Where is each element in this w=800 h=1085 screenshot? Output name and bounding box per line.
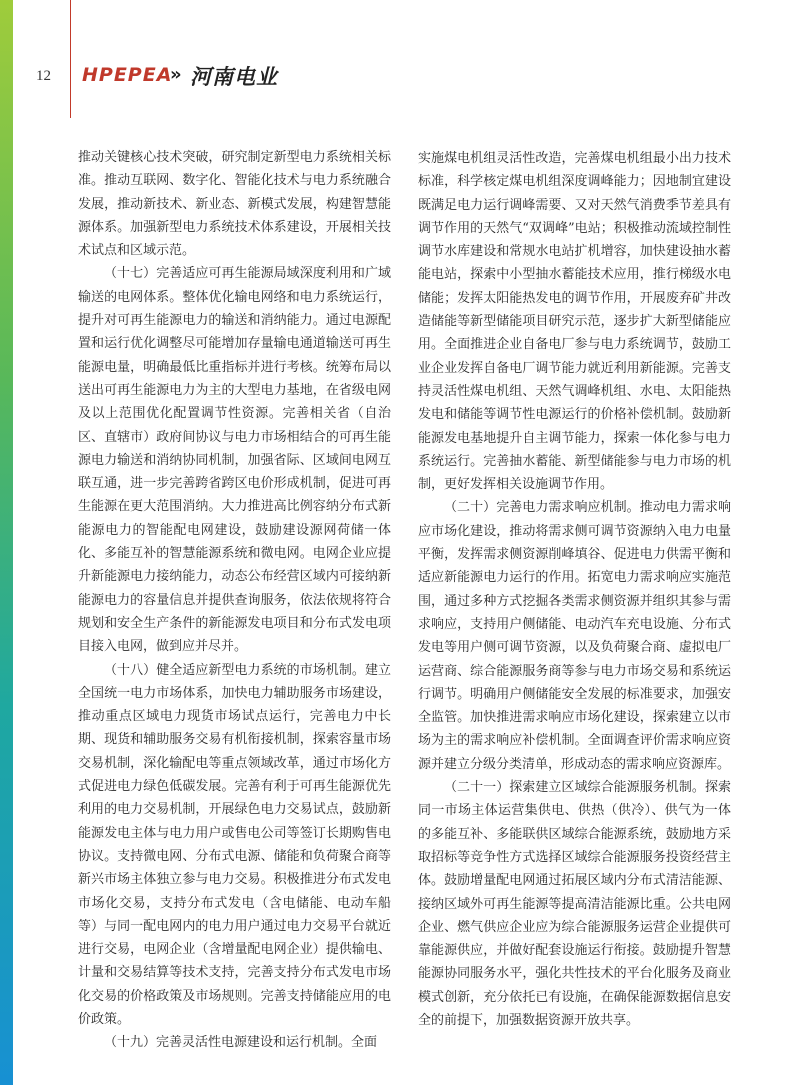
page-number: 12 [36, 68, 51, 84]
paragraph: 推动关键核心技术突破，研究制定新型电力系统相关标准。推动互联网、数字化、智能化技术与电力系统融合发展，推动新技术、新业态、新模式发展，构建智慧能源体系。加强新型电力系统技术体系建设，开展相关技术试点和区域示范。 [78, 150, 391, 259]
paragraph: （十八）健全适应新型电力系统的市场机制。建立全国统一电力市场体系，加快电力辅助服务市场建设，推动重点区域电力现货市场试点运行，完善电力中长期、现货和辅助服务交易有机衔接机制，探索容量市场交易机制，深化输配电等重点领域改革，通过市场化方式促进电力绿色低碳发展。完善有利于可再生能源优先利用的电力交易机制，开展绿色电力交易试点，鼓励新能源发电主体与电力用户或售电公司等签订长期购售电协议。支持微电网、分布式电源、储能和负荷聚合商等新兴市场主体独立参与电力交易。积极推进分布式发电市场化交易，支持分布式发电（含电储能、电动车船等）与同一配电网内的电力用户通过电力交易平台就近进行交易，电网企业（含增量配电网企业）提供输电、计量和交易结算等技术支持，完善支持分布式发电市场化交易的价格政策及市场规则。完善支持储能应用的电价政策。 [78, 662, 391, 1027]
paragraph: （十七）完善适应可再生能源局域深度利用和广域输送的电网体系。整体优化输电网络和电力系统运行，提升对可再生能源电力的输送和消纳能力。通过电源配置和运行优化调整尽可能增加存量输电通道输送可再生能源电量，明确最低比重指标并进行考核。统筹布局以送出可再生能源电力为主的大型电力基地，在省级电网及以上范围优化配置调节性资源。完善相关省（自治区、直辖市）政府间协议与电力市场相结合的可再生能源电力输送和消纳协同机制，加强省际、区域间电网互联互通，进一步完善跨省跨区电价形成机制，促进可再生能源在更大范围消纳。大力推进高比例容纳分布式新能源电力的智能配电网建设，鼓励建设源网荷储一体化、多能互补的智慧能源系统和微电网。电网企业应提升新能源电力接纳能力，动态公布经营区域内可接纳新能源电力的容量信息并提供查询服务，依法依规将符合规划和安全生产条件的新能源发电项目和分布式发电项目接入电网，做到应并尽并。 [78, 266, 391, 655]
left-text-column [78, 146, 391, 1055]
header-divider-line [70, 0, 71, 118]
right-text-column [418, 147, 731, 1032]
paragraph: （十九）完善灵活性电源建设和运行机制。全面 [104, 1035, 378, 1051]
paragraph: 实施煤电机组灵活性改造，完善煤电机组最小出力技术标准，科学核定煤电机组深度调峰能力；因地制宜建设既满足电力运行调峰需要、又对天然气消费季节差具有调节作用的天然气“双调峰”电站；积极推动流域控制性调节水库建设和常规水电站扩机增容，加快建设抽水蓄能电站，探索中小型抽水蓄能技术应用，推行梯级水电储能；发挥太阳能热发电的调节作用，开展废弃矿井改造储能等新型储能项目研究示范，逐步扩大新型储能应用。全面推进企业自备电厂参与电力系统调节，鼓励工业企业发挥自备电厂调节能力就近利用新能源。完善支持灵活性煤电机组、天然气调峰机组、水电、太阳能热发电和储能等调节性电源运行的价格补偿机制。鼓励新能源发电基地提升自主调节能力，探索一体化参与电力系统运行。完善抽水蓄能、新型储能参与电力市场的机制，更好发挥相关设施调节作用。 [418, 151, 731, 493]
brand-logo: HPEPEA [82, 64, 173, 86]
chevron-separator-icon: » [170, 64, 182, 85]
paragraph: （二十一）探索建立区域综合能源服务机制。探索同一市场主体运营集供电、供热（供冷）、供气为一体的多能互补、多能联供区域综合能源系统，鼓励地方采取招标等竞争性方式选择区域综合能源服务投资经营主体。鼓励增量配电网通过拓展区域内分布式清洁能源、接纳区域外可再生能源等提高清洁能源比重。公共电网企业、燃气供应企业应为综合能源服务运营企业提供可靠能源供应，并做好配套设施运行衔接。鼓励提升智慧能源协同服务水平，强化共性技术的平台化服务及商业模式创新，充分依托已有设施，在确保能源数据信息安全的前提下，加强数据资源开放共享。 [418, 780, 731, 1028]
paragraph: （二十）完善电力需求响应机制。推动电力需求响应市场化建设，推动将需求侧可调节资源纳入电力电量平衡，发挥需求侧资源削峰填谷、促进电力供需平衡和适应新能源电力运行的作用。拓宽电力需求响应实施范围，通过多种方式挖掘各类需求侧资源并组织其参与需求响应，支持用户侧储能、电动汽车充电设施、分布式发电等用户侧可调节资源，以及负荷聚合商、虚拟电厂运营商、综合能源服务商等参与电力市场交易和系统运行调节。明确用户侧储能安全发展的标准要求，加强安全监管。加快推进需求响应市场化建设，探索建立以市场为主的需求响应补偿机制。全面调查评价需求响应资源并建立分级分类清单，形成动态的需求响应资源库。 [418, 500, 731, 772]
magazine-title: 河南电业 [190, 64, 278, 89]
left-color-bar [0, 0, 13, 1085]
